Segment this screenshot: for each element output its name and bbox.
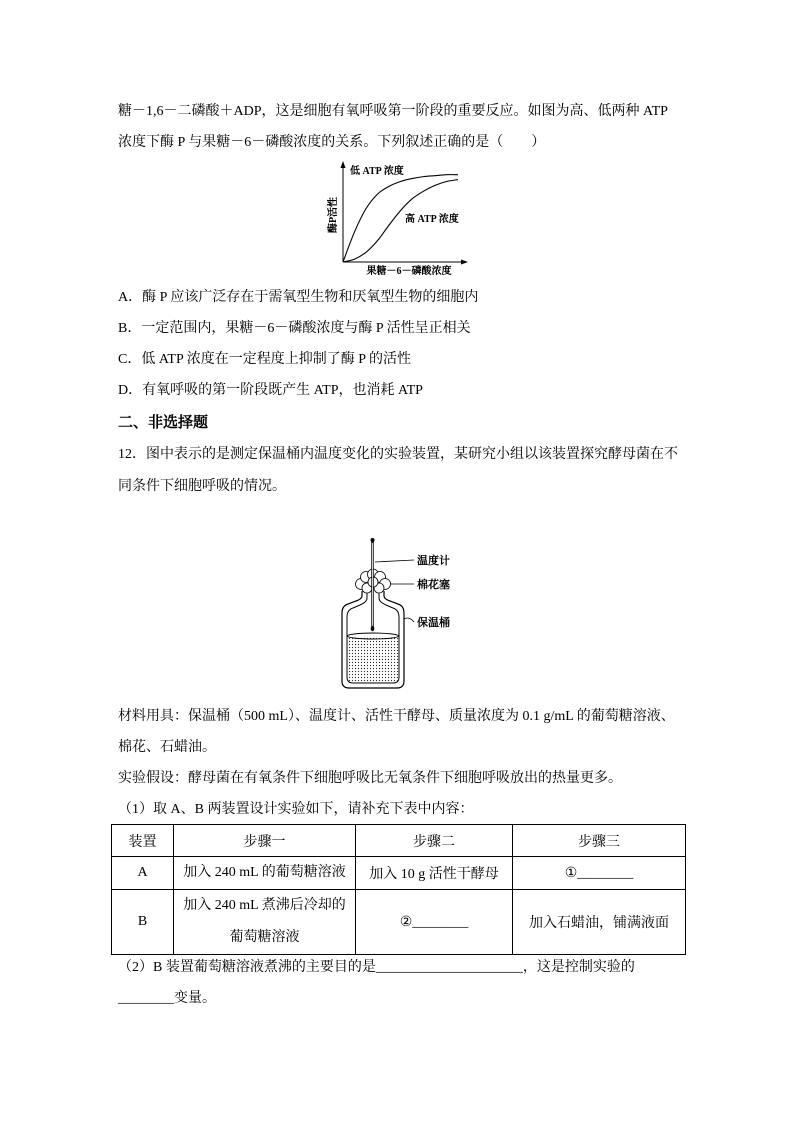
header-step-1: 步骤一: [174, 825, 356, 857]
option-b: B．一定范围内，果糖－6－磷酸浓度与酶 P 活性呈正相关: [118, 321, 471, 336]
table-header-row: [112, 825, 686, 857]
option-d: D．有氧呼吸的第一阶段既产生 ATP，也消耗 ATP: [118, 383, 423, 398]
cell-step-1: [174, 890, 356, 955]
enzyme-activity-chart: [320, 158, 480, 280]
part-2-line: （2）B 装置葡萄糖溶液煮沸的主要目的是_____________________，这是控制实验的: [118, 960, 635, 975]
part-1-prompt: （1）取 A、B 两装置设计实验如下，请补充下表中内容：: [118, 802, 474, 817]
thermos-apparatus-diagram: [330, 535, 470, 693]
option-a: A．酶 P 应该广泛存在于需氧型生物和厌氧型生物的细胞内: [118, 290, 479, 305]
materials-line: 材料用具：保温桶（500 mL）、温度计、活性干酵母、质量浓度为 0.1 g/mL 的葡萄糖溶液、: [118, 709, 675, 724]
thermos-label: 保温桶: [417, 617, 450, 629]
thermos-leader-line: [404, 618, 414, 622]
cell-step-2-blank: ②________: [356, 890, 513, 955]
y-axis-label: 酶P活性: [328, 196, 339, 234]
series-label-low-atp: 低 ATP 浓度: [350, 166, 404, 177]
thermometer-leader-line: [375, 560, 414, 562]
cell-step-1-line: 加入 240 mL 的葡萄糖溶液: [183, 865, 346, 880]
materials-line: 棉花、石蜡油。: [118, 740, 216, 755]
experiment-table: [111, 824, 686, 955]
x-axis-label: 果糖－6－磷酸浓度: [366, 266, 452, 277]
cell-step-1-line: 葡萄糖溶液: [229, 930, 300, 945]
question-11-stem-line: 浓度下酶 P 与果糖－6－磷酸浓度的关系。下列叙述正确的是（ ）: [118, 135, 546, 150]
option-c: C．低 ATP 浓度在一定程度上抑制了酶 P 的活性: [118, 352, 411, 367]
x-axis-arrow: [461, 260, 468, 265]
cell-step-2: 加入 10 g 活性干酵母: [356, 857, 513, 890]
hypothesis-line: 实验假设：酵母菌在有氧条件下细胞呼吸比无氧条件下细胞呼吸放出的热量更多。: [118, 771, 622, 786]
cell-step-3-blank: ①________: [513, 857, 686, 890]
part-2-line: ________变量。: [118, 991, 216, 1006]
question-12-stem-line: 同条件下细胞呼吸的情况。: [118, 479, 286, 494]
header-step-3: 步骤三: [513, 825, 686, 857]
header-step-2: 步骤二: [356, 825, 513, 857]
cell-step-1: [174, 857, 356, 890]
cell-device: B: [112, 890, 174, 955]
table-row: [112, 890, 686, 955]
question-12-stem-line: 12．图中表示的是测定保温桶内温度变化的实验装置，某研究小组以该装置探究酵母菌在不: [118, 447, 678, 462]
cell-step-1-line: 加入 240 mL 煮沸后冷却的: [183, 898, 346, 913]
section-title: 二、非选择题: [118, 415, 209, 431]
cotton-plug-label: 棉花塞: [417, 579, 450, 591]
cell-step-3: 加入石蜡油，铺满液面: [513, 890, 686, 955]
y-axis-arrow: [341, 161, 346, 168]
header-device: 装置: [112, 825, 174, 857]
table-row: [112, 857, 686, 890]
glucose-solution: [348, 636, 399, 683]
series-label-high-atp: 高 ATP 浓度: [405, 214, 459, 225]
cell-device: A: [112, 857, 174, 890]
thermometer-label: 温度计: [417, 555, 450, 567]
question-11-stem-line: 糖－1,6－二磷酸＋ADP，这是细胞有氧呼吸第一阶段的重要反应。如图为高、低两种 ATP: [118, 104, 668, 119]
